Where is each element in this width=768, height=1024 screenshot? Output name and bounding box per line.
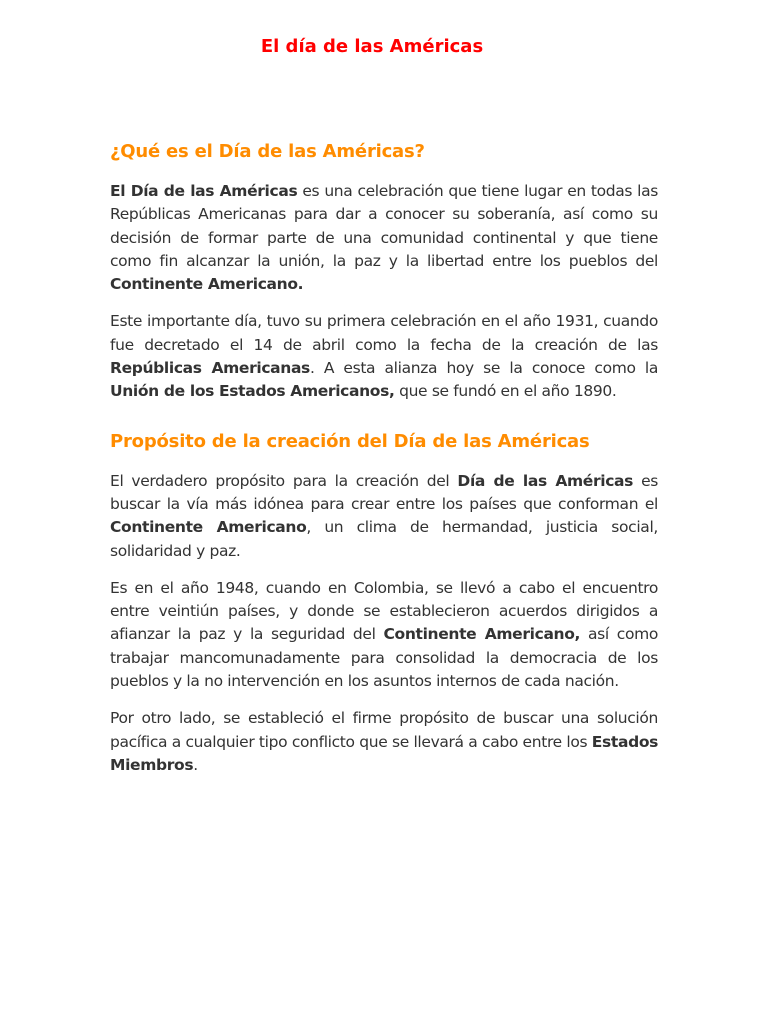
paragraph-text: . (193, 755, 198, 774)
bold-phrase: Continente Americano. (110, 275, 304, 294)
paragraph-text: , un clima de hermandad, justicia social, solidaridad y paz. (110, 518, 658, 560)
bold-phrase: Continente Americano, (383, 625, 581, 644)
paragraph-text: . A esta alianza hoy se la conoce como la (309, 359, 659, 378)
document-body (110, 140, 658, 791)
bold-phrase: Estados Miembros (110, 732, 658, 774)
bold-phrase: Repúblicas Americanas (110, 359, 310, 378)
paragraph-text: El verdadero propósito para la creación del (110, 471, 458, 490)
paragraph-history (110, 310, 658, 403)
paragraph-text: Es en el año 1948, cuando en Colombia, se llevó a cabo el encuentro entre veintiún países, y donde se establecieron acuerdos dirigidos a afianzar la paz y la seguridad del (110, 578, 658, 644)
paragraph-purpose (110, 470, 658, 563)
paragraph-text: Este importante día, tuvo su primera celebración en el año 1931, cuando fue decretado el 14 de abril como la fecha de la creación de las (110, 312, 658, 354)
bold-phrase: Continente Americano (110, 518, 307, 537)
paragraph-peaceful-solution (110, 707, 658, 777)
paragraph-text: así como trabajar mancomunadamente para consolidad la democracia de los pueblos y la no intervención en los asuntos internos de cada nación. (110, 625, 658, 691)
section-heading-what-is: ¿Qué es el Día de las Américas? (110, 141, 425, 162)
paragraph-text: que se fundó en el año 1890. (394, 382, 617, 401)
paragraph-1948-meeting (110, 577, 658, 693)
bold-phrase: El Día de las Américas (110, 182, 298, 200)
paragraph-text: es buscar la vía más idónea para crear entre los países que conforman el (110, 471, 658, 513)
paragraph-definition (110, 180, 658, 296)
paragraph-text: Por otro lado, se estableció el firme propósito de buscar una solución pacífica a cualquier tipo conflicto que se llevará a cabo entre los (110, 709, 658, 751)
paragraph-text: es una celebración que tiene lugar en todas las Repúblicas Americanas para dar a conocer su soberanía, así como su decisión de formar parte de una comunidad continental y que tiene como fin alcanzar la unión, la paz y la libertad entre los pueblos del (110, 182, 658, 270)
bold-phrase: Día de las Américas (457, 471, 634, 490)
bold-phrase: Unión de los Estados Americanos, (110, 382, 395, 401)
page-title: El día de las Américas (260, 36, 484, 57)
section-heading-purpose: Propósito de la creación del Día de las Américas (110, 430, 590, 452)
